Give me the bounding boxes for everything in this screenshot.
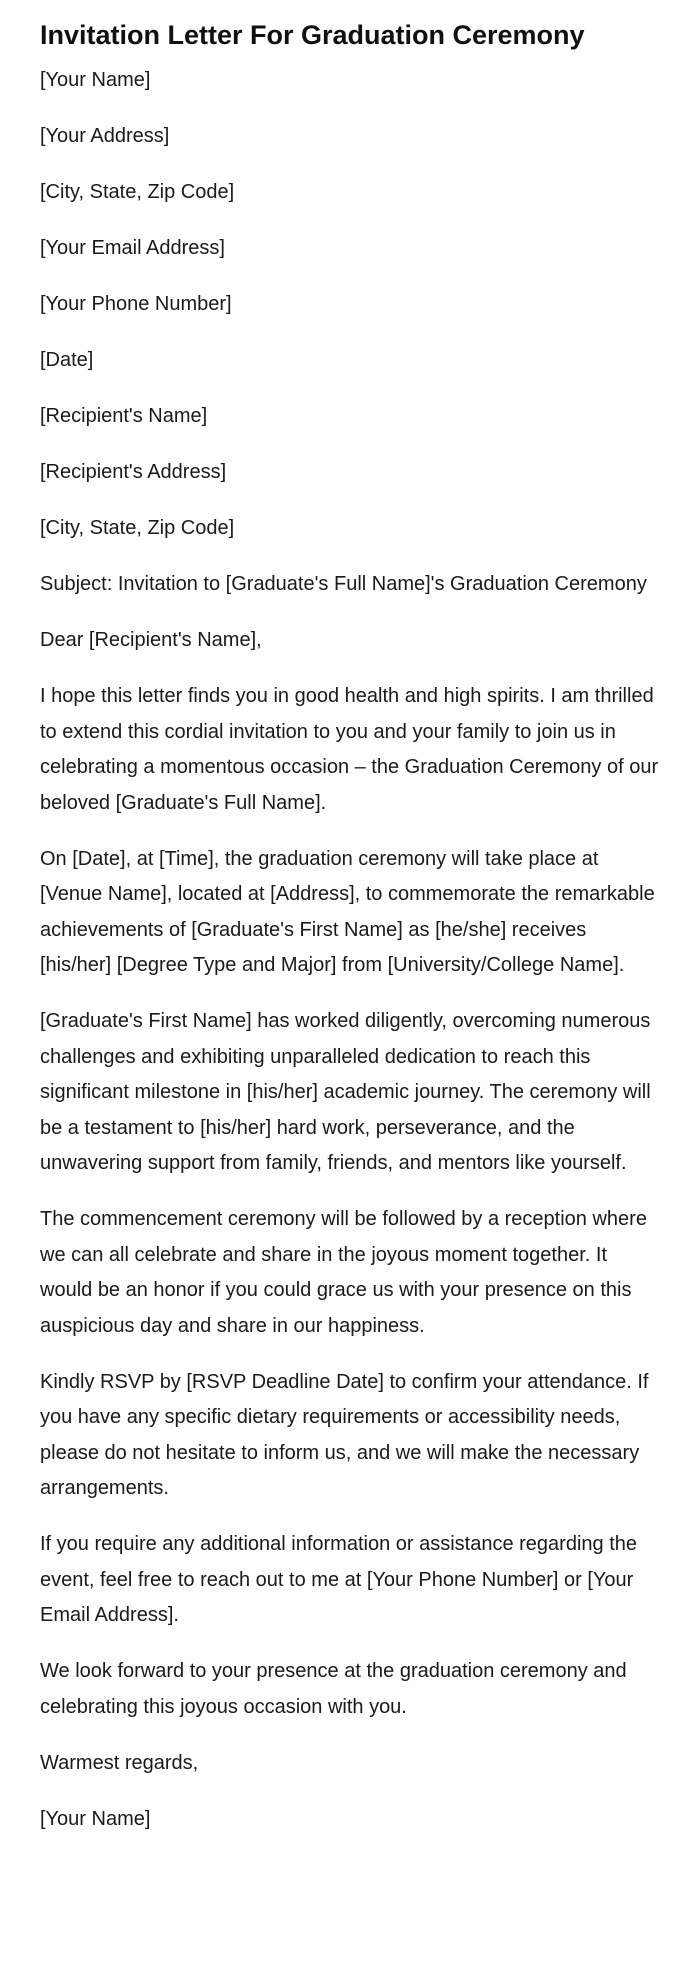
letter-document	[40, 18, 662, 1858]
sender-name: [Your Name]	[40, 69, 151, 92]
sender-city-state-zip: [City, State, Zip Code]	[40, 181, 235, 204]
body-paragraph: On [Date], at [Time], the graduation ceremony will take place at [Venue Name], located at [Address], to commemorate the remarkable achievements of [Graduate's First Name] as [he/she] receives [his/her] [Degree Type and Major] from [University/College Name].	[40, 847, 655, 977]
recipient-block	[40, 399, 662, 547]
recipient-name: [Recipient's Name]	[40, 405, 208, 428]
body-paragraph: Kindly RSVP by [RSVP Deadline Date] to confirm your attendance. If you have any specific dietary requirements or accessibility needs, please do not hesitate to inform us, and we will make the necessary arrangements.	[40, 1370, 649, 1500]
salutation: Dear [Recipient's Name],	[40, 629, 262, 652]
document-title: Invitation Letter For Graduation Ceremony	[40, 20, 585, 50]
signature: [Your Name]	[40, 1807, 151, 1830]
body-paragraph: I hope this letter finds you in good health and high spirits. I am thrilled to extend this cordial invitation to you and your family to join us in celebrating a momentous occasion – the Graduation Ceremony of our beloved [Graduate's Full Name].	[40, 685, 659, 814]
recipient-city-state-zip: [City, State, Zip Code]	[40, 517, 235, 540]
sender-phone: [Your Phone Number]	[40, 293, 232, 316]
subject-line: Subject: Invitation to [Graduate's Full Name]'s Graduation Ceremony	[40, 573, 647, 596]
sender-block	[40, 63, 662, 379]
letter-date: [Date]	[40, 349, 94, 372]
body-paragraph: We look forward to your presence at the graduation ceremony and celebrating this joyous occasion with you.	[40, 1660, 627, 1718]
letter-body	[40, 679, 662, 1725]
recipient-address: [Recipient's Address]	[40, 461, 227, 484]
closing: Warmest regards,	[40, 1751, 199, 1774]
body-paragraph: [Graduate's First Name] has worked diligently, overcoming numerous challenges and exhibiting unparalleled dedication to reach this significant milestone in [his/her] academic journey. The ceremony will be a testament to [his/her] hard work, perseverance, and the unwavering support from family, friends, and mentors like yourself.	[40, 1010, 651, 1175]
body-paragraph: The commencement ceremony will be followed by a reception where we can all celebrate and share in the joyous moment together. It would be an honor if you could grace us with your presence on this auspicious day and share in our happiness.	[40, 1208, 647, 1337]
sender-email: [Your Email Address]	[40, 237, 225, 260]
body-paragraph: If you require any additional information or assistance regarding the event, feel free to reach out to me at [Your Phone Number] or [Your Email Address].	[40, 1533, 638, 1627]
sender-address: [Your Address]	[40, 125, 170, 148]
